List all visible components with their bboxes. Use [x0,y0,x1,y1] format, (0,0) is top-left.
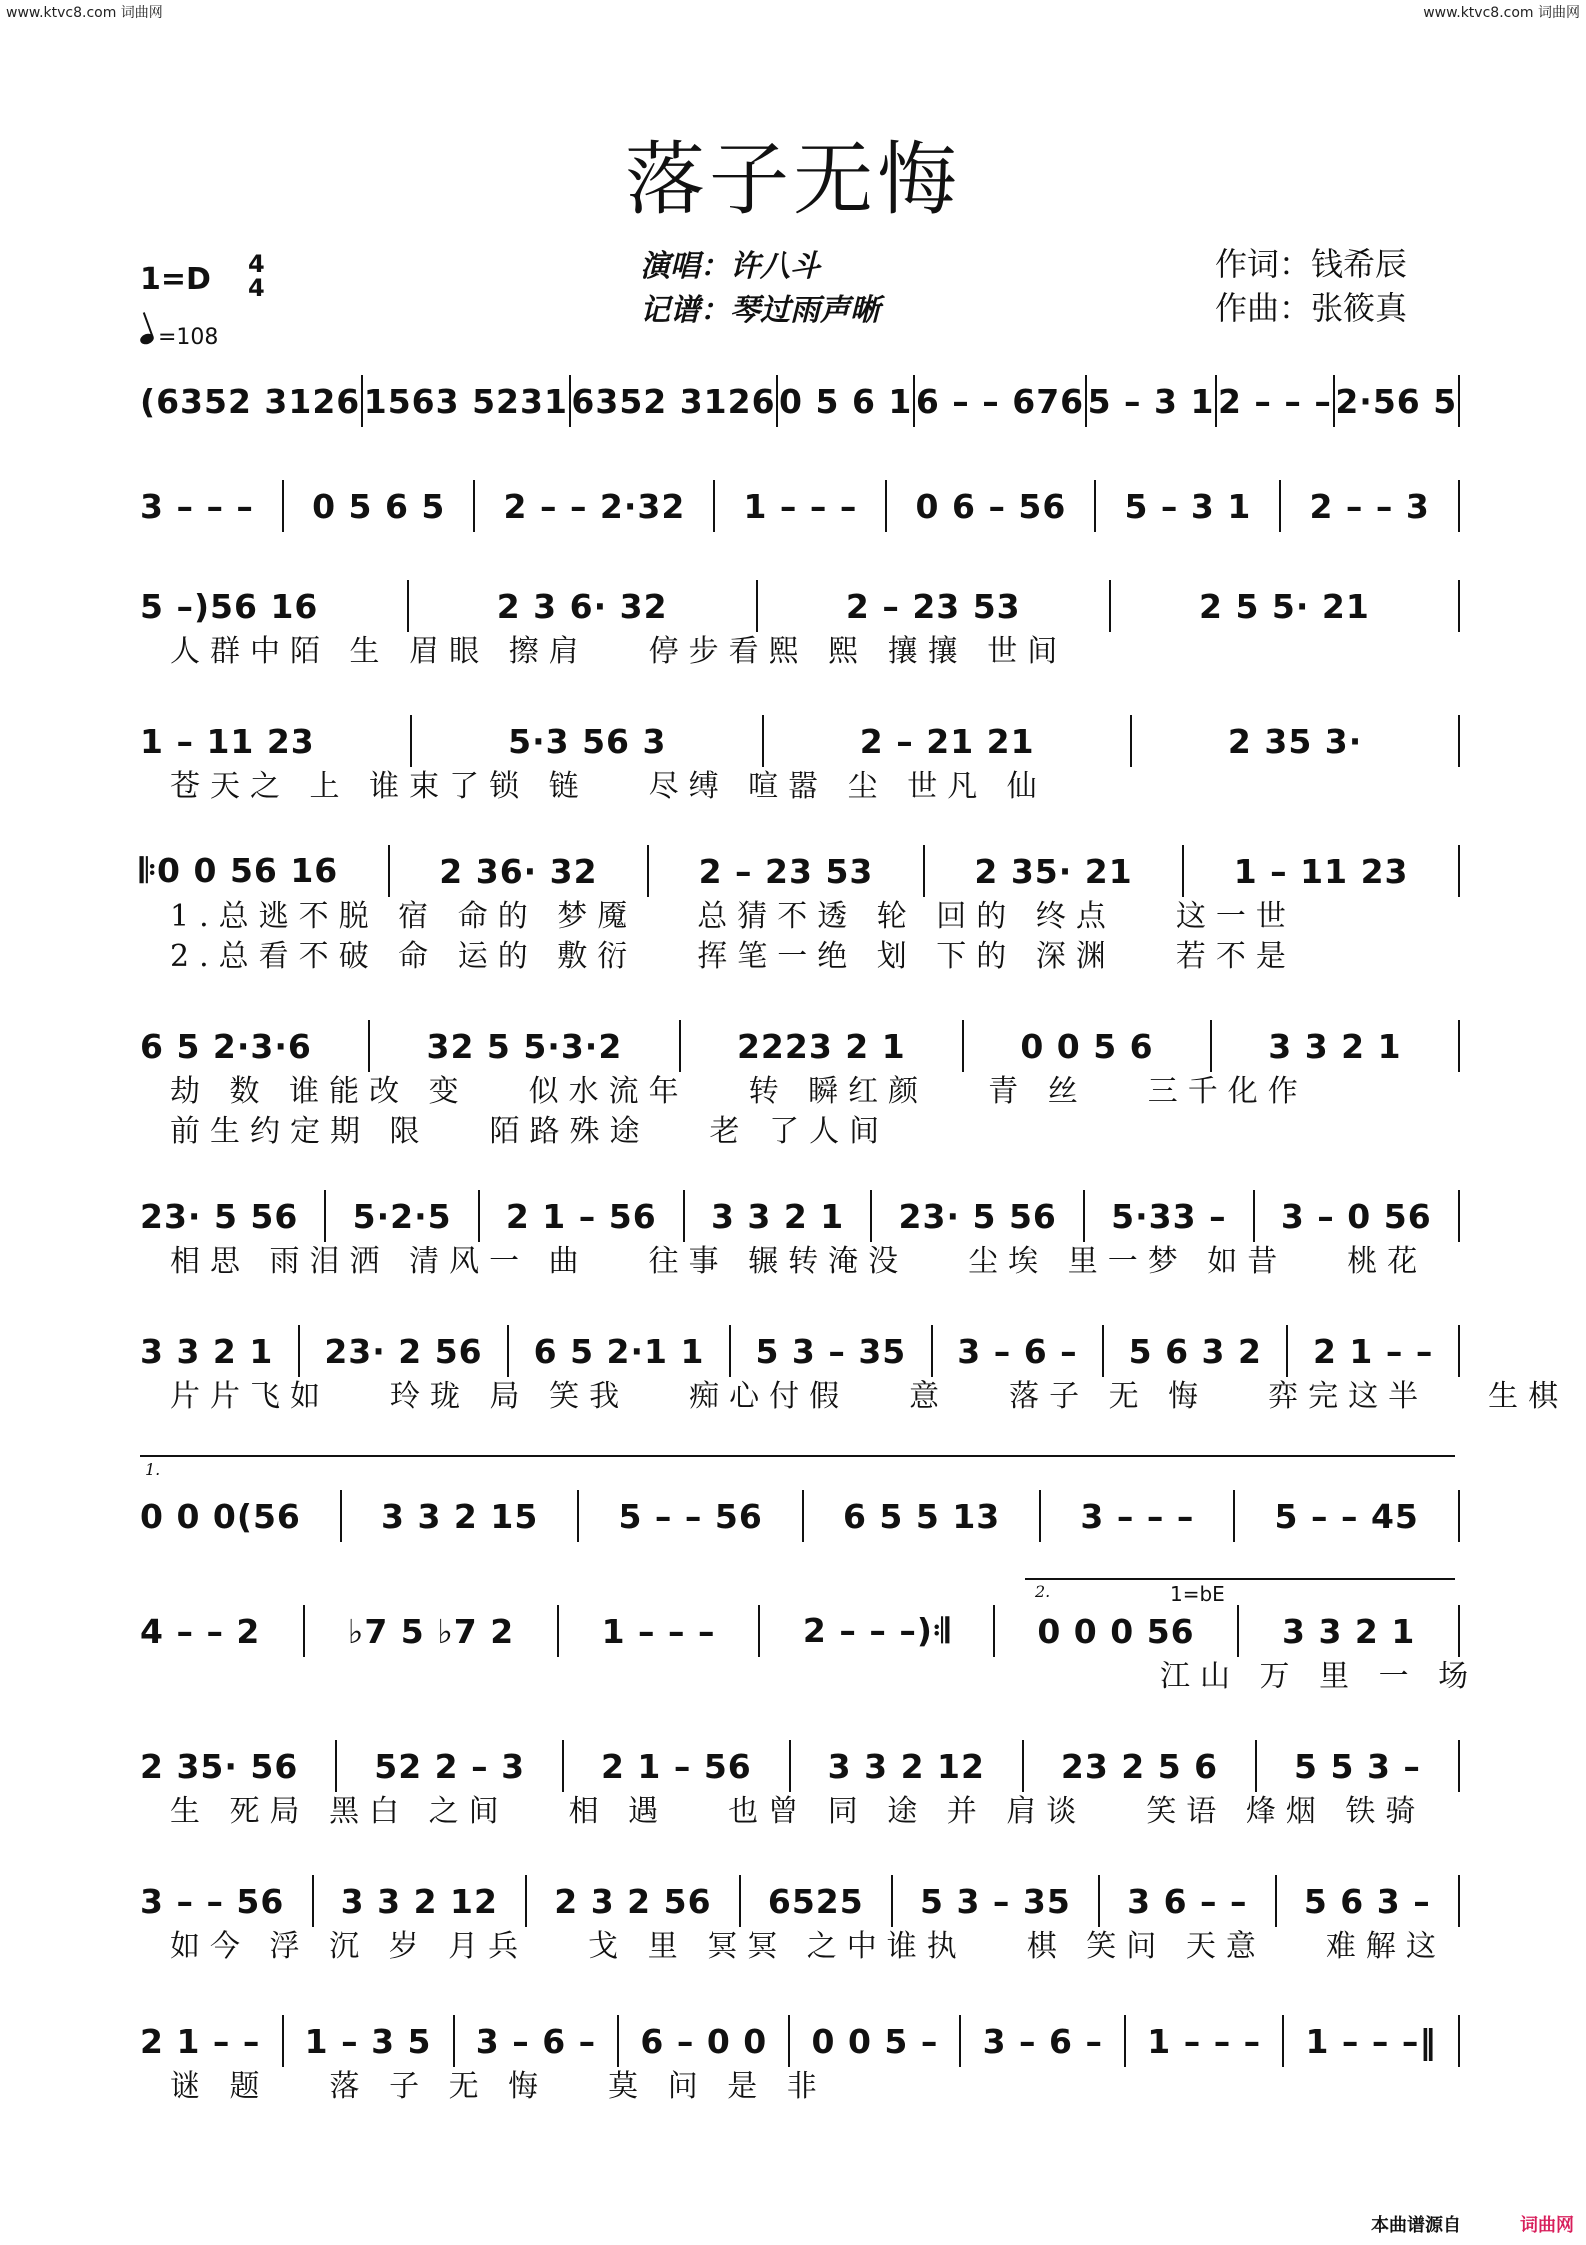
barline [679,1020,681,1072]
measure: 2 – 23 53 [698,851,874,891]
measure: (6352 3126 [140,381,361,421]
barline [1237,1605,1239,1657]
measure: 6 5 2·1 1 [533,1331,705,1371]
barline [569,375,571,427]
measure: 5 5 3 – [1294,1746,1421,1786]
site-watermark-right: www.ktvc8.com 词曲网 [1423,5,1580,21]
measure: 3 3 2 12 [827,1746,985,1786]
barline [340,1490,342,1542]
barline [282,2015,284,2067]
measure: 5·33 – [1111,1196,1227,1236]
barline [1458,1605,1460,1657]
measure: 1 – – –‖ [1305,2021,1437,2061]
barline [368,1020,370,1072]
measure: 2 – – –)𝄇 [802,1611,950,1650]
measure: 3 3 2 15 [381,1496,539,1536]
lyric-phrase: 弈完这半 [1268,1379,1429,1414]
barline [729,1325,731,1377]
measure: 6 5 2·3·6 [140,1026,312,1066]
staff-line [140,1490,1460,1542]
notation-system [140,2015,1460,2107]
lyric-phrase: 莫 问 是 非 [608,2069,827,2104]
credits-center [640,245,880,333]
barline [923,845,925,897]
staff-line [140,375,1460,427]
measure: 5 – 3 1 [1124,486,1252,526]
staff-line [140,1020,1460,1072]
lyric-phrase: 难解这 [1325,1929,1446,1964]
measure: 1563 5231 [363,381,568,421]
barline [870,1190,872,1242]
meter-top: 4 [248,250,265,278]
lyric-line [140,1072,1460,1112]
notation-system [140,1325,1569,1417]
barline [1233,1490,1235,1542]
staff-line [140,1325,1460,1377]
lyric-phrase: 谜 题 [170,2069,270,2104]
barline [525,1875,527,1927]
lyric-phrase: 若不是 [1175,939,1296,974]
barline [1109,580,1111,632]
singer: 演唱：许八斗 [640,249,820,284]
measure: 3 3 2 1 [710,1196,845,1236]
staff-line [140,580,1460,632]
lyric-phrase: 挥笔一绝 划 下的 深渊 [697,939,1116,974]
lyric-phrase: 尽缚 喧嚣 尘 世凡 仙 [648,769,1047,804]
barline [1458,1740,1460,1792]
lyric-phrase: 落 子 无 悔 [329,2069,549,2104]
lyric-phrase: 相 遇 [568,1794,669,1829]
measure: 2 – 23 53 [845,586,1021,626]
barline [312,1875,314,1927]
lyric-phrase: 老 了人间 [709,1114,890,1149]
measure: 𝄆0 0 56 16 [140,851,339,890]
barline [562,1740,564,1792]
meter-bottom: 4 [248,274,265,302]
measure: 0 0 5 6 [1020,1026,1154,1066]
barline [1130,715,1132,767]
measure: 52 2 – 3 [374,1746,526,1786]
measure: 5 – – 45 [1274,1496,1419,1536]
notation-system [140,1190,1460,1282]
barline [388,845,390,897]
barline [1210,1020,1212,1072]
lyric-phrase: 转 瞬红颜 [748,1074,929,1109]
lyric-line [140,632,1460,672]
measure: 3 – 6 – [475,2021,597,2061]
lyric-phrase: 桃花 [1347,1244,1428,1279]
key-change: 1=bE [1170,1582,1225,1606]
measure: 2 35· 56 [140,1746,299,1786]
lyric-line [140,1377,1569,1417]
barline [361,375,363,427]
notation-system [140,480,1460,532]
barline [478,1190,480,1242]
measure: 3 – – 56 [140,1881,285,1921]
measure: 23 2 5 6 [1060,1746,1219,1786]
lyric-phrase: 往事 辗转淹没 [648,1244,909,1279]
measure: 2 1 – – [140,2021,261,2061]
lyric-phrase: 似水流年 [528,1074,689,1109]
barline [407,580,409,632]
notation-system [140,845,1460,977]
lyric-phrase: 停步看熙 熙 攘攘 世间 [648,634,1068,669]
lyric-line [140,897,1460,937]
lyric-phrase: 总猜不透 轮 回的 终点 [697,899,1116,934]
measure: 5·2·5 [352,1196,452,1236]
measure: 2·56 5 [1335,381,1458,421]
measure: 2 36· 32 [439,851,598,891]
song-title: 落子无悔 [625,133,961,226]
measure: 3 3 2 12 [340,1881,498,1921]
lyric-phrase: 如今 浮 沉 岁 月兵 [170,1929,529,1964]
lyric-phrase: 痴心付假 [689,1379,850,1414]
measure: 3 6 – – [1127,1881,1248,1921]
barline [1333,375,1335,427]
measure: 6352 3126 [571,381,776,421]
lyric-phrase: 棋 笑问 天意 [1026,1929,1266,1964]
tempo-value: =108 [158,325,219,350]
site-watermark-left: www.ktvc8.com 词曲网 [6,5,163,21]
barline [410,715,412,767]
lyric-phrase: 戈 里 冥冥 之中谁执 [588,1929,967,1964]
measure: 0 0 0(56 [140,1496,301,1536]
notation-system [140,1740,1460,1832]
time-signature [248,252,265,300]
barline [885,480,887,532]
volta-bracket-2 [1025,1578,1455,1580]
measure: 2223 2 1 [736,1026,906,1066]
volta-bracket-1 [140,1455,1455,1457]
measure: 2 1 – 56 [600,1746,752,1786]
lyric-phrase: 这一世 [1175,899,1296,934]
lyric-phrase: 1.总逃不脱 宿 命的 梦魇 [170,899,638,934]
lyric-phrase: 也曾 同 途 并 肩谈 [728,1794,1087,1829]
lyric-phrase: 玲珑 局 笑我 [390,1379,630,1414]
measure: 4 – – 2 [140,1611,261,1651]
barline [959,2015,961,2067]
measure: 2 – 21 21 [859,721,1035,761]
measure: 5 6 3 – [1303,1881,1431,1921]
measure: 3 – – – [1080,1496,1195,1536]
barline [1458,845,1460,897]
barline [962,1020,964,1072]
staff-line [140,480,1460,532]
barline [1458,1875,1460,1927]
lyric-phrase: 三千化作 [1147,1074,1308,1109]
measure: 1 – 3 5 [304,2021,432,2061]
staff-line [140,1190,1460,1242]
notation-system [140,1490,1460,1542]
measure: 5 – 3 1 [1087,381,1215,421]
barline [891,1875,893,1927]
lyric-phrase: 江山 万 里 一 场 [1160,1659,1479,1694]
barline [802,1490,804,1542]
barline [762,715,764,767]
lyric-phrase: 相思 雨泪洒 清风一 曲 [170,1244,589,1279]
notation-system [140,1020,1460,1152]
notation-system [140,715,1460,807]
measure: 2 5 5· 21 [1199,586,1370,626]
lyricist: 作词：钱希辰 [1215,245,1408,283]
staff-line [140,1605,1460,1657]
barline [1458,1190,1460,1242]
composer: 作曲：张筱真 [1215,289,1408,327]
measure: 23· 5 56 [898,1196,1057,1236]
barline [1215,375,1217,427]
key-signature: 1=D [140,262,211,297]
lyric-phrase: 前生约定期 限 [170,1114,430,1149]
credits-right [1215,242,1407,330]
measure: 5 6 3 2 [1128,1331,1262,1371]
barline [1253,1190,1255,1242]
measure: 1 – – – [601,1611,716,1651]
lyric-phrase: 笑语 烽烟 铁骑 [1146,1794,1426,1829]
barline [789,1740,791,1792]
barline [577,1490,579,1542]
staff-line [140,715,1460,767]
barline [1182,845,1184,897]
barline [683,1190,685,1242]
measure: 2 1 – – [1312,1331,1434,1371]
measure: 0 0 5 – [811,2021,939,2061]
barline [1458,580,1460,632]
barline [1458,2015,1460,2067]
measure: 3 3 2 1 [140,1331,274,1371]
lyric-phrase: 片片飞如 [170,1379,330,1414]
barline [303,1605,305,1657]
barline [1022,1740,1024,1792]
footer-site-logo: 词曲网 [1520,2215,1574,2236]
measure: 32 5 5·3·2 [426,1026,623,1066]
barline [913,375,915,427]
notation-system [140,375,1460,427]
staff-line [140,845,1460,897]
measure: 0 0 0 56 [1037,1611,1195,1651]
lyric-phrase: 生棋 [1488,1379,1569,1414]
barline [282,480,284,532]
measure: 6 5 5 13 [842,1496,1001,1536]
lyric-phrase: 陌路殊途 [489,1114,650,1149]
measure: 2 – – – [1217,381,1332,421]
staff-line [140,1875,1460,1927]
barline [1458,715,1460,767]
barline [1255,1740,1257,1792]
staff-line [140,2015,1460,2067]
footer-source: 本曲谱源自 [1371,2215,1461,2236]
lyric-line-verse2 [140,1112,1460,1152]
lyric-line [140,1242,1460,1282]
measure: 1 – 11 23 [140,721,315,761]
quarter-note-icon [139,332,156,346]
barline [335,1740,337,1792]
barline [788,2015,790,2067]
notation-system [140,580,1460,672]
measure: 23· 5 56 [140,1196,299,1236]
measure: 1 – – – [1147,2021,1262,2061]
lyric-phrase: 尘埃 里一梦 如昔 [968,1244,1288,1279]
lyric-line [140,1927,1460,1967]
measure: 5 – – 56 [618,1496,763,1536]
barline [647,845,649,897]
measure: 6 – – 676 [915,381,1085,421]
barline [1098,1875,1100,1927]
barline [1083,1190,1085,1242]
lyric-phrase: 生 死局 黑白 之间 [170,1794,509,1829]
measure: 3 3 2 1 [1282,1611,1416,1651]
measure: 0 5 6 5 [312,486,446,526]
measure: 2 – – 3 [1309,486,1430,526]
measure: 5·3 56 3 [508,721,667,761]
lyric-phrase: 意 [909,1379,950,1414]
barline [1458,375,1460,427]
measure: 23· 2 56 [324,1331,483,1371]
lyric-line [140,767,1460,807]
barline [1102,1325,1104,1377]
barline [1275,1875,1277,1927]
staff-line [140,1740,1460,1792]
barline [1279,480,1281,532]
barline [1282,2015,1284,2067]
barline [776,375,778,427]
lyric-line-verse2 [140,937,1460,977]
barline [1085,375,1087,427]
measure: 2 – – 2·32 [503,486,686,526]
barline [617,2015,619,2067]
lyric-phrase: 落子 无 悔 [1009,1379,1209,1414]
measure: 2 1 – 56 [505,1196,657,1236]
measure: 6525 [767,1881,864,1921]
measure: 2 3 6· 32 [496,586,668,626]
lyric-line [140,1657,1479,1697]
barline [507,1325,509,1377]
barline [1124,2015,1126,2067]
barline [739,1875,741,1927]
measure: 3 – 6 – [957,1331,1078,1371]
barline [557,1605,559,1657]
measure: ♭7 5 ♭7 2 [347,1611,515,1651]
measure: 0 6 – 56 [915,486,1067,526]
measure: 1 – 11 23 [1233,851,1409,891]
measure: 3 – 6 – [982,2021,1103,2061]
barline [756,580,758,632]
barline [993,1605,995,1657]
measure: 2 35 3· [1227,721,1363,761]
measure: 3 – – – [140,486,254,526]
measure: 5 –)56 16 [140,586,319,626]
measure: 6 – 0 0 [640,2021,768,2061]
barline [1458,480,1460,532]
barline [298,1325,300,1377]
lyric-phrase: 苍天之 上 谁束了锁 链 [170,769,589,804]
lyric-phrase: 劫 数 谁能改 变 [170,1074,469,1109]
barline [1286,1325,1288,1377]
barline [1458,1325,1460,1377]
barline [931,1325,933,1377]
measure: 2 35· 21 [974,851,1133,891]
transcriber: 记谱：琴过雨声晰 [640,293,880,328]
barline [1458,1490,1460,1542]
lyric-phrase: 人群中陌 生 眉眼 擦肩 [170,634,589,669]
barline [473,480,475,532]
volta-second-ending: 2. [1035,1582,1051,1601]
lyric-line [140,1792,1460,1832]
notation-system [140,1875,1460,1967]
notation-system [140,1605,1479,1697]
lyric-phrase: 青 丝 [988,1074,1088,1109]
barline [1094,480,1096,532]
lyric-line [140,2067,1460,2107]
measure: 1 – – – [743,486,858,526]
measure: 3 – 0 56 [1280,1196,1432,1236]
volta-first-ending: 1. [145,1460,161,1479]
tempo-marking [140,325,218,350]
barline [713,480,715,532]
barline [1039,1490,1041,1542]
lyric-phrase: 2.总看不破 命 运的 敷衍 [170,939,638,974]
measure: 5 3 – 35 [920,1881,1071,1921]
measure: 2 3 2 56 [554,1881,712,1921]
measure: 0 5 6 1 [779,381,913,421]
barline [324,1190,326,1242]
measure: 3 3 2 1 [1268,1026,1402,1066]
measure: 5 3 – 35 [755,1331,907,1371]
barline [758,1605,760,1657]
barline [1458,1020,1460,1072]
barline [453,2015,455,2067]
